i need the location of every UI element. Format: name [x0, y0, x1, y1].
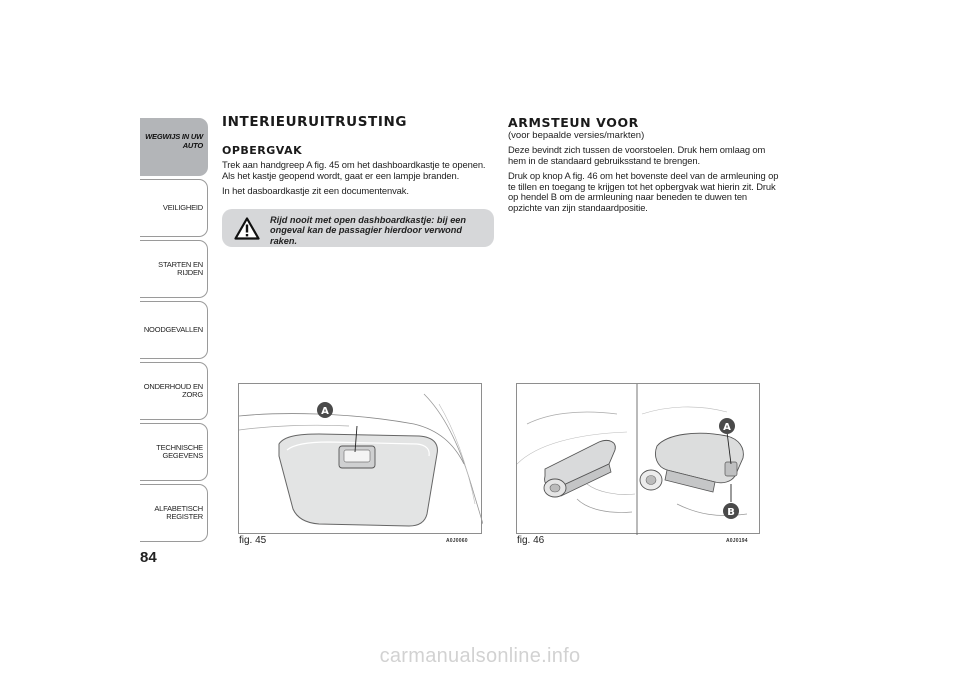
- subsection-heading: OPBERGVAK: [222, 144, 303, 157]
- tab-wegwijs[interactable]: WEGWIJS IN UW AUTO: [140, 118, 208, 176]
- warning-triangle-icon: [234, 217, 260, 240]
- tab-veiligheid[interactable]: VEILIGHEID: [140, 179, 208, 237]
- left-column: [222, 114, 494, 247]
- figure-glovebox: [238, 383, 482, 534]
- figure-code: A0J0194: [726, 538, 748, 544]
- figure-code: A0J0060: [446, 538, 468, 544]
- figure-armrest: [516, 383, 760, 534]
- warning-box: [222, 209, 494, 247]
- tab-alfabetisch-register[interactable]: ALFABETISCH REGISTER: [140, 484, 208, 542]
- warning-text: Rijd nooit met open dashboardkastje: bij een ongeval kan de passagier hierdoor verwond raken.: [270, 214, 467, 246]
- tab-technische-gegevens[interactable]: TECHNISCHE GEGEVENS: [140, 423, 208, 481]
- paragraph: Druk op knop A fig. 46 om het bovenste deel van de armleuning op te tillen en toegang te krijgen tot het opbergvak wat hierin zit. Druk op hendel B om de armleuning naar beneden te duwen ten opzichte van zijn standaardpositie.: [508, 170, 779, 213]
- paragraph: Trek aan handgreep A fig. 45 om het dashboardkastje te openen. Als het kastje geopend wordt, gaat er een lampje branden.: [222, 159, 486, 181]
- page-number: 84: [140, 549, 157, 566]
- label-a: A: [723, 422, 731, 433]
- paragraph: Deze bevindt zich tussen de voorstoelen. Druk hem omlaag om hem in de standaard gebruiksstand te brengen.: [508, 144, 766, 166]
- label-b: B: [727, 507, 735, 518]
- tab-onderhoud-en-zorg[interactable]: ONDERHOUD EN ZORG: [140, 362, 208, 420]
- section-heading: INTERIEURUITRUSTING: [222, 114, 408, 130]
- tab-noodgevallen[interactable]: NOODGEVALLEN: [140, 301, 208, 359]
- label-a: A: [321, 406, 329, 417]
- section-heading: ARMSTEUN VOOR: [508, 115, 639, 130]
- right-column: [508, 114, 780, 219]
- figure-caption: fig. 46: [517, 535, 545, 546]
- versions-note: (voor bepaalde versies/markten): [508, 130, 645, 141]
- watermark: carmanualsonline.info: [379, 645, 581, 667]
- figure-caption: fig. 45: [239, 535, 267, 546]
- paragraph: In het dasboardkastje zit een documentenvak.: [222, 185, 409, 197]
- tab-starten-en-rijden[interactable]: STARTEN EN RIJDEN: [140, 240, 208, 298]
- armrest-illustration: [517, 384, 761, 535]
- glovebox-illustration: [239, 384, 483, 535]
